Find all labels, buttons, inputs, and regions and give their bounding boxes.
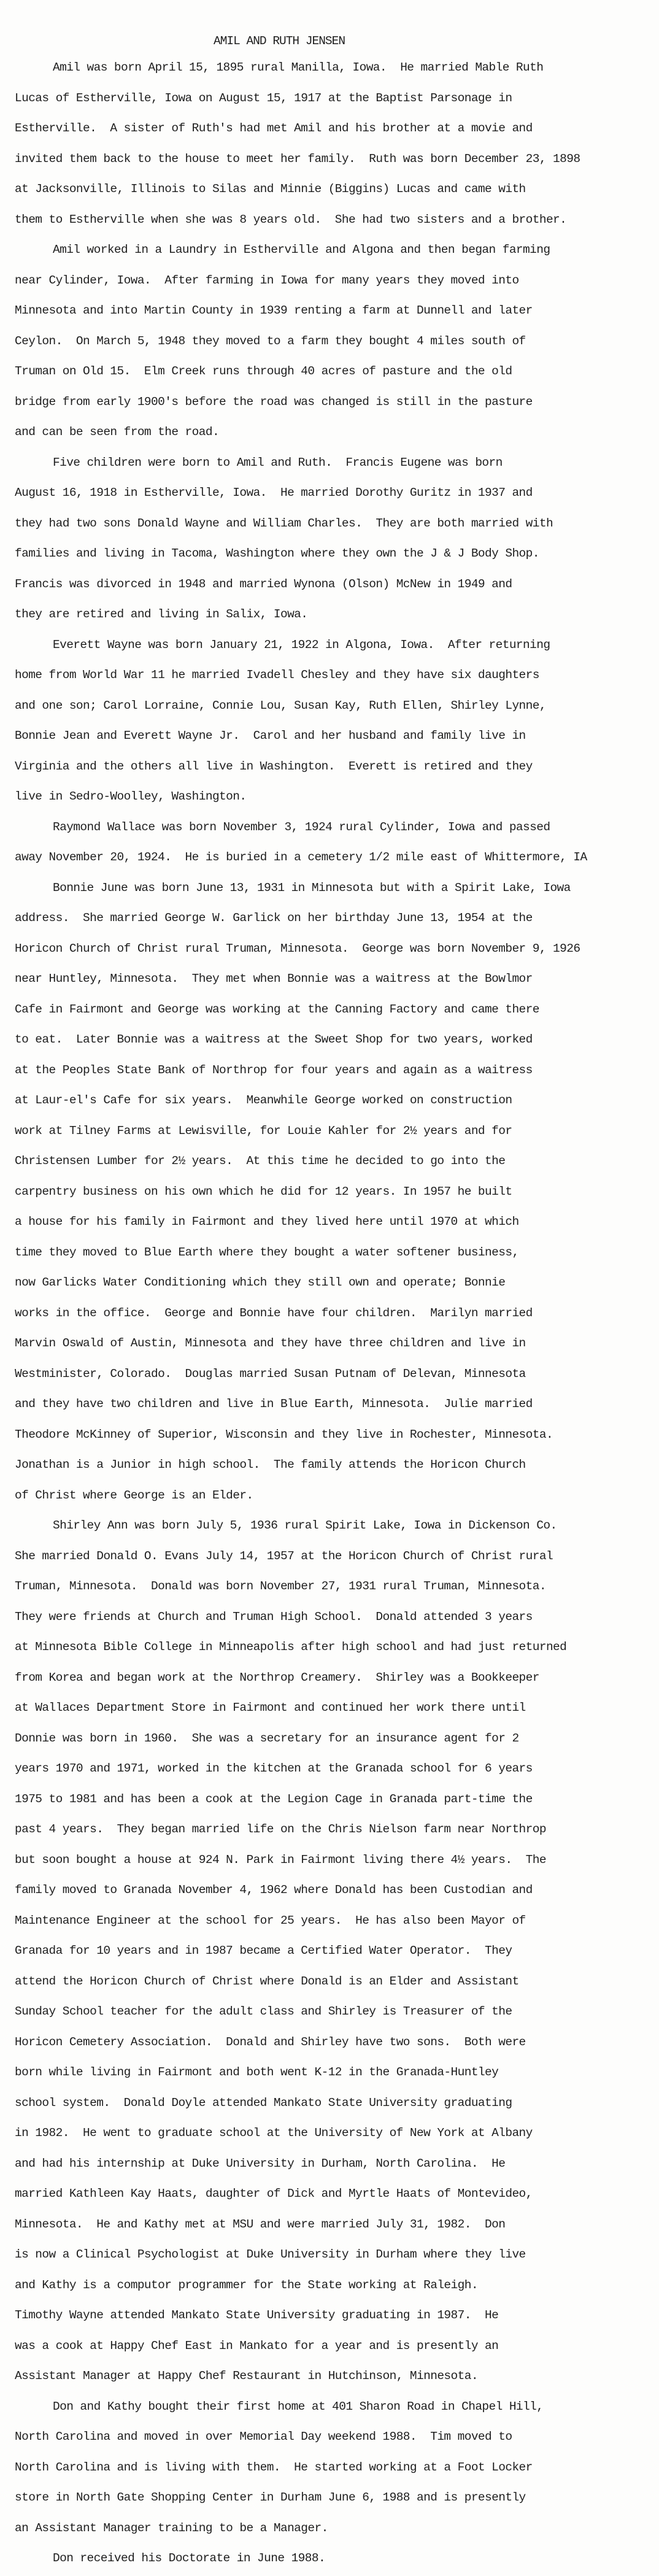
text-line: Minnesota and into Martin County in 1939 renting a farm at Dunnell and later: [15, 304, 533, 317]
paragraph: [15, 235, 647, 448]
text-line: Timothy Wayne attended Mankato State University graduating in 1987. He: [15, 2308, 499, 2322]
text-line: works in the office. George and Bonnie have four children. Marilyn married: [15, 1306, 533, 1320]
text-line: time they moved to Blue Earth where they bought a water softener business,: [15, 1245, 519, 1259]
paragraph: [15, 873, 647, 1511]
document-title: AMIL AND RUTH JENSEN: [214, 34, 345, 48]
paragraph-first-line: Don and Kathy bought their first home at 401 Sharon Road in Chapel Hill,: [53, 2399, 544, 2413]
text-line: Truman, Minnesota. Donald was born November 27, 1931 rural Truman, Minnesota.: [15, 1579, 546, 1593]
text-line: home from World War 11 he married Ivadell Chesley and they have six daughters: [15, 668, 539, 682]
text-line: Westminister, Colorado. Douglas married Susan Putnam of Delevan, Minnesota: [15, 1367, 526, 1381]
text-line: invited them back to the house to meet her family. Ruth was born December 23, 1898: [15, 152, 580, 166]
text-line: family moved to Granada November 4, 1962 where Donald has been Custodian and: [15, 1883, 533, 1897]
text-line: and can be seen from the road.: [15, 425, 220, 439]
text-line: past 4 years. They began married life on the Chris Nielson farm near Northrop: [15, 1822, 546, 1836]
text-line: Marvin Oswald of Austin, Minnesota and they have three children and live in: [15, 1336, 526, 1350]
text-line: to eat. Later Bonnie was a waitress at the Sweet Shop for two years, worked: [15, 1033, 533, 1046]
text-line: Horicon Church of Christ rural Truman, Minnesota. George was born November 9, 1926: [15, 941, 580, 955]
text-line: Assistant Manager at Happy Chef Restaurant in Hutchinson, Minnesota.: [15, 2369, 478, 2383]
paragraph: [15, 53, 647, 235]
text-line: North Carolina and moved in over Memorial Day weekend 1988. Tim moved to: [15, 2430, 512, 2443]
document-body: [15, 53, 647, 2574]
text-line: and Kathy is a computor programmer for the State working at Raleigh.: [15, 2278, 478, 2292]
text-line: address. She married George W. Garlick on her birthday June 13, 1954 at the: [15, 911, 533, 925]
text-line: from Korea and began work at the Northrop Creamery. Shirley was a Bookkeeper: [15, 1670, 539, 1684]
text-line: They were friends at Church and Truman High School. Donald attended 3 years: [15, 1610, 533, 1624]
text-line: away November 20, 1924. He is buried in a cemetery 1/2 mile east of Whittermore, IA: [15, 850, 587, 864]
paragraph: [15, 448, 647, 630]
paragraph-first-line: Amil was born April 15, 1895 rural Manilla, Iowa. He married Mable Ruth: [53, 61, 544, 74]
text-line: North Carolina and is living with them. He started working at a Foot Locker: [15, 2460, 533, 2474]
text-line: live in Sedro-Woolley, Washington.: [15, 790, 247, 803]
paragraph-first-line: Everett Wayne was born January 21, 1922 in Algona, Iowa. After returning: [53, 638, 550, 652]
text-line: now Garlicks Water Conditioning which they still own and operate; Bonnie: [15, 1276, 506, 1289]
text-line: store in North Gate Shopping Center in Durham June 6, 1988 and is presently: [15, 2491, 526, 2504]
text-line: Lucas of Estherville, Iowa on August 15, 1917 at the Baptist Parsonage in: [15, 91, 512, 105]
paragraph-first-line: Raymond Wallace was born November 3, 1924 rural Cylinder, Iowa and passed: [53, 820, 550, 834]
text-line: carpentry business on his own which he did for 12 years. In 1957 he built: [15, 1184, 512, 1198]
text-line: Francis was divorced in 1948 and married Wynona (Olson) McNew in 1949 and: [15, 577, 512, 591]
text-line: at Wallaces Department Store in Fairmont and continued her work there until: [15, 1701, 526, 1714]
text-line: was a cook at Happy Chef East in Mankato for a year and is presently an: [15, 2339, 499, 2353]
paragraph-first-line: Shirley Ann was born July 5, 1936 rural Spirit Lake, Iowa in Dickenson Co.: [53, 1519, 557, 1532]
paragraph-first-line: Five children were born to Amil and Ruth. Francis Eugene was born: [53, 455, 503, 469]
paragraph: [15, 812, 647, 873]
text-line: 1975 to 1981 and has been a cook at the Legion Cage in Granada part-time the: [15, 1792, 533, 1806]
text-line: and had his internship at Duke University in Durham, North Carolina. He: [15, 2156, 506, 2170]
text-line: Granada for 10 years and in 1987 became a Certified Water Operator. They: [15, 1944, 512, 1957]
text-line: Maintenance Engineer at the school for 25 years. He has also been Mayor of: [15, 1913, 526, 1927]
text-line: at Jacksonville, Illinois to Silas and Minnie (Biggins) Lucas and came with: [15, 182, 526, 196]
text-line: at Minnesota Bible College in Minneapolis after high school and had just returned: [15, 1640, 567, 1654]
text-line: Minnesota. He and Kathy met at MSU and were married July 31, 1982. Don: [15, 2217, 506, 2231]
paragraph: [15, 630, 647, 812]
text-line: Donnie was born in 1960. She was a secretary for an insurance agent for 2: [15, 1731, 519, 1745]
text-line: married Kathleen Kay Haats, daughter of Dick and Myrtle Haats of Montevideo,: [15, 2187, 533, 2200]
text-line: they are retired and living in Salix, Iowa.: [15, 607, 308, 621]
text-line: August 16, 1918 in Estherville, Iowa. He married Dorothy Guritz in 1937 and: [15, 486, 533, 499]
paragraph: [15, 1511, 647, 2392]
text-line: of Christ where George is an Elder.: [15, 1488, 253, 1502]
text-line: Ceylon. On March 5, 1948 they moved to a farm they bought 4 miles south of: [15, 334, 526, 348]
text-line: Horicon Cemetery Association. Donald and Shirley have two sons. Both were: [15, 2035, 526, 2049]
text-line: and one son; Carol Lorraine, Connie Lou, Susan Kay, Ruth Ellen, Shirley Lynne,: [15, 698, 546, 712]
text-line: at Laur-el's Cafe for six years. Meanwhile George worked on construction: [15, 1093, 512, 1107]
text-line: Virginia and the others all live in Washington. Everett is retired and they: [15, 759, 533, 773]
text-line: Bonnie Jean and Everett Wayne Jr. Carol and her husband and family live in: [15, 729, 526, 742]
paragraph-first-line: Bonnie June was born June 13, 1931 in Minnesota but with a Spirit Lake, Iowa: [53, 881, 571, 895]
text-line: in 1982. He went to graduate school at the University of New York at Albany: [15, 2126, 533, 2140]
text-line: Christensen Lumber for 2½ years. At this time he decided to go into the: [15, 1154, 506, 1168]
text-line: Truman on Old 15. Elm Creek runs through 40 acres of pasture and the old: [15, 364, 512, 378]
text-line: an Assistant Manager training to be a Manager.: [15, 2521, 328, 2535]
text-line: Jonathan is a Junior in high school. The family attends the Horicon Church: [15, 1458, 526, 1471]
paragraph: [15, 2543, 647, 2574]
text-line: and they have two children and live in Blue Earth, Minnesota. Julie married: [15, 1397, 533, 1411]
text-line: at the Peoples State Bank of Northrop for four years and again as a waitress: [15, 1063, 533, 1077]
text-line: She married Donald O. Evans July 14, 1957 at the Horicon Church of Christ rural: [15, 1549, 553, 1563]
text-line: years 1970 and 1971, worked in the kitchen at the Granada school for 6 years: [15, 1762, 533, 1775]
text-line: school system. Donald Doyle attended Mankato State University graduating: [15, 2096, 512, 2110]
text-line: they had two sons Donald Wayne and William Charles. They are both married with: [15, 516, 553, 530]
text-line: near Cylinder, Iowa. After farming in Iowa for many years they moved into: [15, 273, 519, 287]
paragraph: [15, 2392, 647, 2544]
paragraph-first-line: Amil worked in a Laundry in Estherville and Algona and then began farming: [53, 243, 550, 256]
text-line: Estherville. A sister of Ruth's had met Amil and his brother at a movie and: [15, 121, 533, 135]
text-line: Cafe in Fairmont and George was working at the Canning Factory and came there: [15, 1002, 539, 1016]
text-line: Theodore McKinney of Superior, Wisconsin and they live in Rochester, Minnesota.: [15, 1427, 553, 1441]
text-line: work at Tilney Farms at Lewisville, for Louie Kahler for 2½ years and for: [15, 1124, 512, 1138]
text-line: attend the Horicon Church of Christ where Donald is an Elder and Assistant: [15, 1974, 519, 1988]
text-line: Sunday School teacher for the adult class and Shirley is Treasurer of the: [15, 2005, 512, 2018]
text-line: is now a Clinical Psychologist at Duke University in Durham where they live: [15, 2248, 526, 2261]
text-line: near Huntley, Minnesota. They met when Bonnie was a waitress at the Bowlmor: [15, 972, 533, 985]
text-line: a house for his family in Fairmont and they lived here until 1970 at which: [15, 1215, 519, 1228]
text-line: but soon bought a house at 924 N. Park in Fairmont living there 4½ years. The: [15, 1853, 546, 1867]
text-line: them to Estherville when she was 8 years old. She had two sisters and a brother.: [15, 212, 567, 226]
paragraph-first-line: Don received his Doctorate in June 1988.: [53, 2551, 326, 2565]
text-line: families and living in Tacoma, Washington where they own the J & J Body Shop.: [15, 547, 539, 560]
text-line: bridge from early 1900's before the road was changed is still in the pasture: [15, 395, 533, 409]
text-line: born while living in Fairmont and both went K-12 in the Granada-Huntley: [15, 2065, 499, 2079]
